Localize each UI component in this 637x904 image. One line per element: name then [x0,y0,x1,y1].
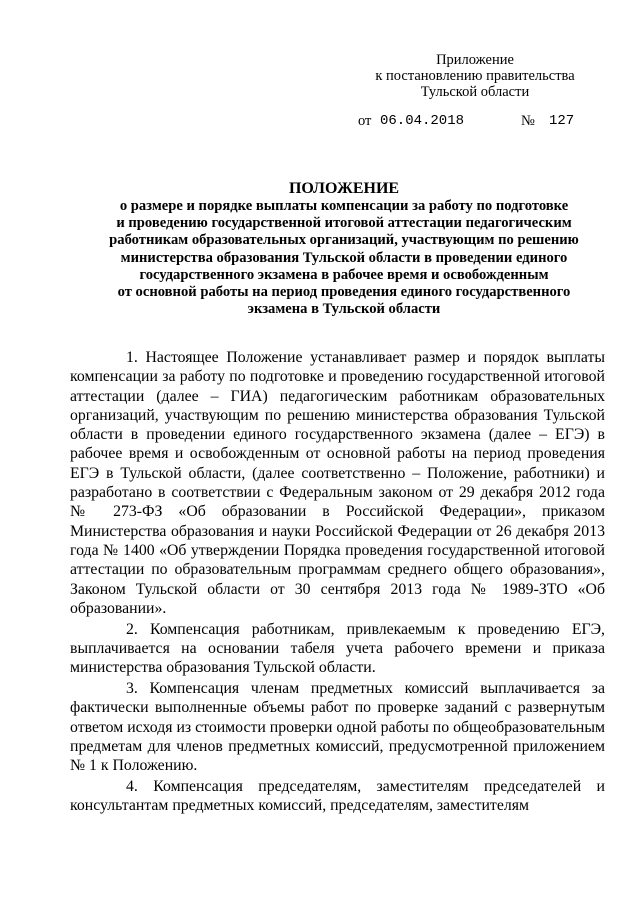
appendix-line-1: Приложение [436,52,514,68]
issue-number: 127 [549,113,575,129]
appendix-line-3: Тульской области [420,84,530,100]
title-line: о размере и порядке выплаты компенсации за работу по подготовке [119,198,569,214]
issue-number-label: № [521,113,535,129]
paragraph-4: 4. Компенсация председателям, заместителям председателей и консультантам предметных комиссий, председателям, заместителям [70,778,605,815]
title-line: министерства образования Тульской области в проведении единого [120,249,568,266]
paragraph-2: 2. Компенсация работникам, привлекаемым к проведению ЕГЭ, выплачивается на основании табеля учета рабочего времени и приказа министерства образования Тульской области. [70,620,605,677]
issue-line [358,112,598,130]
title-heading: ПОЛОЖЕНИЕ [288,180,400,197]
appendix-header [340,52,610,100]
issue-from-label: от [358,113,372,129]
title-line: и проведению государственной итоговой аттестации педагогическим [116,215,572,232]
document-title [70,180,618,318]
issue-date: 06.04.2018 [380,113,465,129]
title-line: работникам образовательных организаций, участвующим по решению [109,232,579,249]
title-line: от основной работы на период проведения единого государственного [117,284,571,301]
appendix-line-2: к постановлению правительства [375,68,575,84]
title-line: государственного экзамена в рабочее время и освобожденным [139,266,549,283]
paragraph-1: 1. Настоящее Положение устанавливает размер и порядок выплаты компенсации за работу по подготовке и проведению государственной итоговой аттестации (далее – ГИА) педагогическим работникам образовательных организаций, участвующим по решению министерства образования Тульской области в проведении единого государственного экзамена (далее – ЕГЭ) в рабочее время и освобожденным от основной работы на период проведения ЕГЭ в Тульской области, (далее соответственно – Положение, работники) и разработано в соответствии с Федеральным законом от 29 декабря 2012 года № 273-ФЗ «Об образовании в Российской Федерации», приказом Министерства образования и науки Российской Федерации от 26 декабря 2013 года № 1400 «Об утверждении Порядка проведения государственной итоговой аттестации по образовательным программам среднего общего образования», Законом Тульской области от 30 сентября 2013 года № 1989-ЗТО «Об образовании». [70,349,605,617]
paragraph-3: 3. Компенсация членам предметных комиссий выплачивается за фактически выполненные объемы работ по проверке заданий с развернутым ответом исходя из стоимости проверки одной работы по общеобразовательным предметам для членов предметных комиссий, предусмотренной приложением № 1 к Положению. [70,680,605,775]
title-line: экзамена в Тульской области [247,301,441,318]
document-body [70,348,605,817]
